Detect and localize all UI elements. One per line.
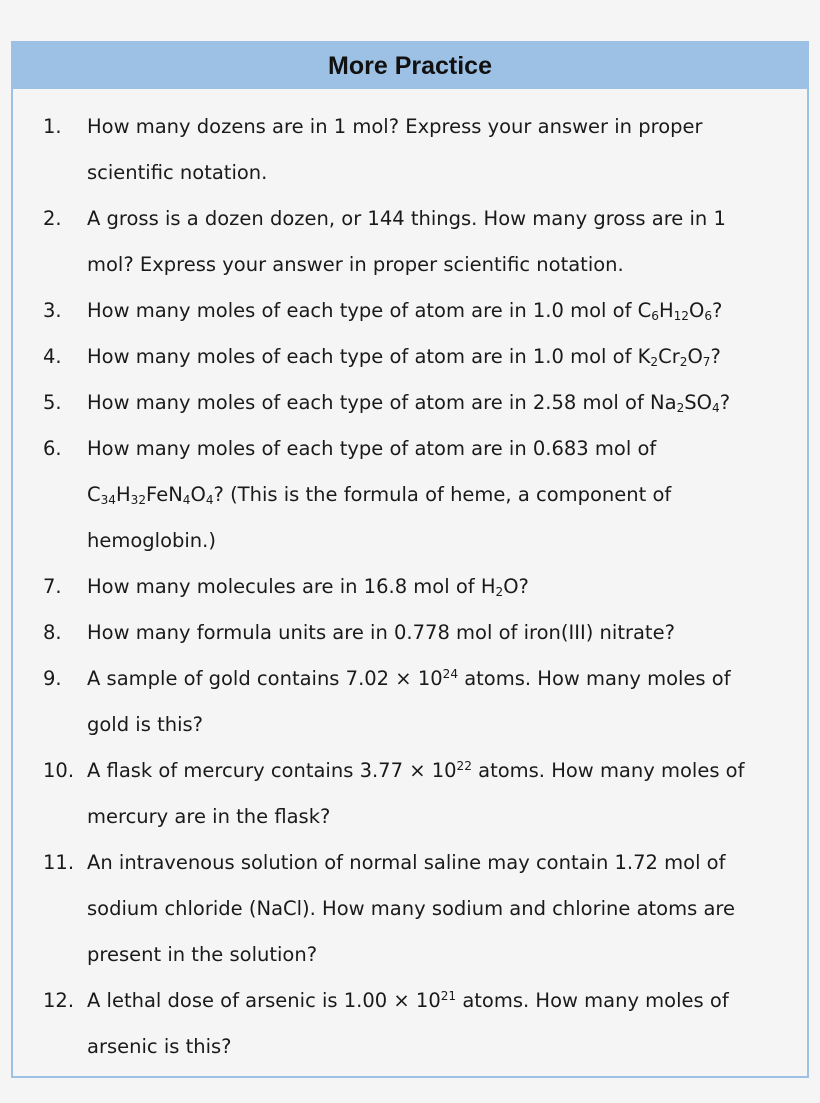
superscript: 21: [440, 988, 457, 1003]
text-run: A gross is a dozen dozen, or 144 things. How many gross are in 1 mol? Express your answer in proper scientific notation.: [87, 207, 726, 276]
subscript: 2: [676, 401, 685, 416]
question-item: [13, 840, 807, 978]
text-run: ?: [712, 299, 723, 322]
question-item: [13, 334, 807, 380]
question-item: [13, 656, 807, 748]
text-run: O: [687, 345, 703, 368]
question-list: [13, 104, 807, 1070]
text-run: A sample of gold contains 7.02 × 10: [87, 667, 443, 690]
text-run: FeN: [146, 483, 183, 506]
question-text: [87, 748, 777, 840]
question-text: [87, 334, 777, 380]
question-number: 12.: [43, 989, 75, 1012]
text-run: How many molecules are in 16.8 mol of H: [87, 575, 496, 598]
text-run: ?: [719, 391, 731, 414]
text-run: atoms. How many moles of mercury are in the flask?: [87, 759, 745, 828]
question-number: 9.: [43, 667, 62, 690]
question-text: [87, 196, 777, 288]
subscript: 2: [679, 355, 688, 370]
question-text: [87, 840, 777, 978]
subscript: 12: [673, 309, 689, 324]
text-run: How many moles of each type of atom are in 2.58 mol of Na: [87, 391, 677, 414]
text-run: How many moles of each type of atom are in 0.683 mol of C: [87, 437, 657, 506]
subscript: 4: [182, 493, 191, 508]
text-run: A lethal dose of arsenic is 1.00 × 10: [87, 989, 441, 1012]
text-run: SO: [684, 391, 712, 414]
question-item: [13, 288, 807, 334]
subscript: 6: [651, 309, 659, 324]
question-item: [13, 978, 807, 1070]
subscript: 4: [205, 493, 214, 508]
question-number: 6.: [43, 437, 62, 460]
question-item: [13, 380, 807, 426]
question-text: [87, 426, 777, 564]
question-item: [13, 426, 807, 564]
question-text: [87, 288, 777, 334]
question-number: 4.: [43, 345, 62, 368]
text-run: How many dozens are in 1 mol? Express your answer in proper scientific notation.: [87, 115, 703, 184]
question-text: [87, 978, 777, 1070]
question-number: 8.: [43, 621, 62, 644]
question-text: [87, 610, 777, 656]
question-item: [13, 196, 807, 288]
question-number: 2.: [43, 207, 62, 230]
practice-card: [11, 41, 809, 1078]
superscript: 22: [456, 758, 472, 773]
text-run: How many moles of each type of atom are in 1.0 mol of K: [87, 345, 651, 368]
subscript: 2: [650, 355, 659, 370]
text-run: O?: [503, 575, 529, 598]
question-number: 11.: [43, 851, 75, 874]
question-number: 5.: [43, 391, 62, 414]
text-run: H: [116, 483, 131, 506]
question-text: [87, 380, 777, 426]
text-run: How many formula units are in 0.778 mol of iron(III) nitrate?: [87, 621, 675, 644]
subscript: 2: [495, 585, 504, 600]
text-run: ?: [710, 345, 721, 368]
card-title: More Practice: [13, 43, 807, 89]
text-run: O: [688, 299, 705, 322]
subscript: 6: [704, 309, 713, 324]
question-item: [13, 104, 807, 196]
subscript: 34: [100, 493, 116, 508]
question-text: [87, 564, 777, 610]
subscript: 7: [702, 355, 711, 370]
text-run: How many moles of each type of atom are in 1.0 mol of C: [87, 299, 652, 322]
question-number: 1.: [43, 115, 62, 138]
question-item: [13, 610, 807, 656]
question-text: [87, 656, 777, 748]
question-number: 7.: [43, 575, 62, 598]
question-text: [87, 104, 777, 196]
text-run: O: [190, 483, 206, 506]
text-run: atoms. How many moles of gold is this?: [87, 667, 731, 736]
text-run: atoms. How many moles of arsenic is this?: [87, 989, 729, 1058]
superscript: 24: [442, 666, 459, 681]
text-run: H: [658, 299, 674, 322]
question-number: 3.: [43, 299, 62, 322]
text-run: Cr: [658, 345, 680, 368]
text-run: ? (This is the formula of heme, a component of hemoglobin.): [87, 483, 672, 552]
question-item: [13, 748, 807, 840]
subscript: 32: [130, 493, 147, 508]
question-number: 10.: [43, 759, 75, 782]
subscript: 4: [712, 401, 720, 416]
text-run: An intravenous solution of normal saline may contain 1.72 mol of sodium chloride (NaCl). How many sodium and chlorine atoms are present in the solution?: [87, 851, 735, 966]
question-item: [13, 564, 807, 610]
text-run: A flask of mercury contains 3.77 × 10: [87, 759, 457, 782]
